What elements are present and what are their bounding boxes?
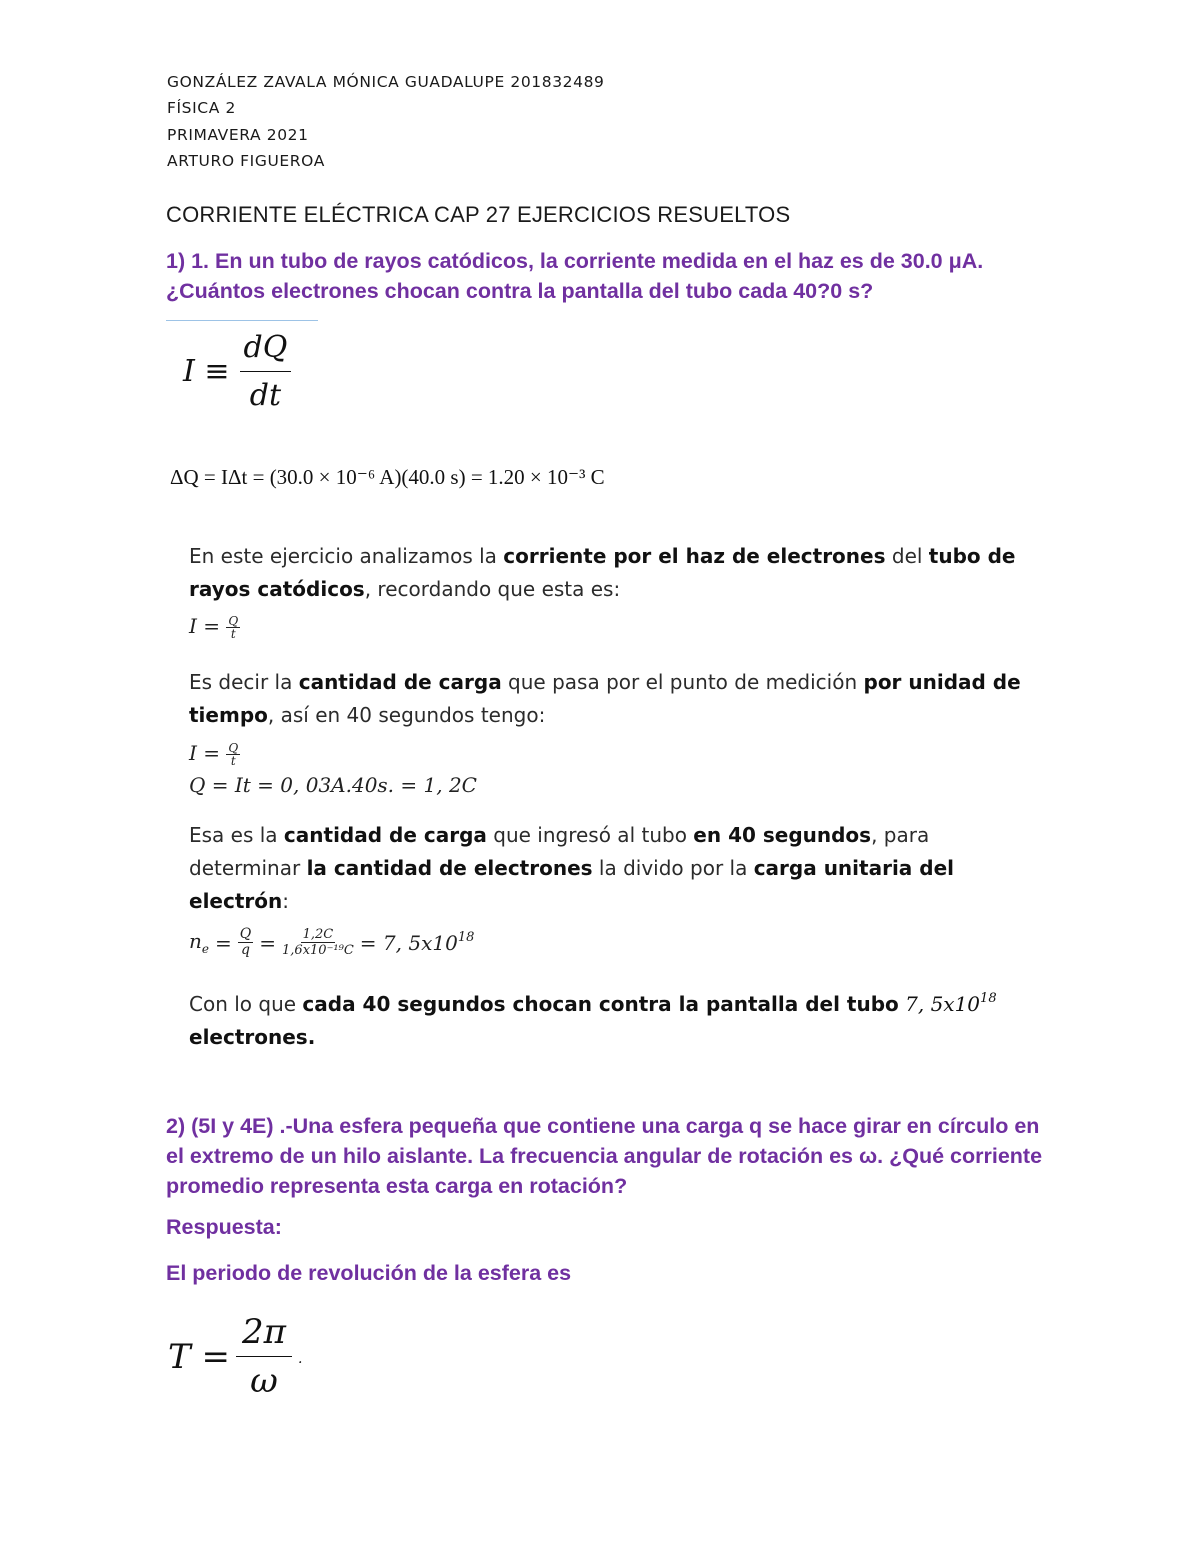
fraction-numerator: Q <box>228 741 239 755</box>
period-dot: . <box>297 1351 303 1367</box>
charge-equation: ΔQ = IΔt = (30.0 × 10⁻⁶ A)(40.0 s) = 1.20 × 10⁻³ C <box>170 465 605 489</box>
course-name: FÍSICA 2 <box>167 99 236 117</box>
text-run: cantidad de carga <box>283 823 487 847</box>
text-run: tubo de rayos catódicos <box>189 544 1016 601</box>
text-run: la divido por la <box>592 856 754 880</box>
text-run: cada 40 segundos chocan contra la pantalla del tubo <box>302 992 899 1016</box>
text-run: , recordando que esta es: <box>364 577 621 601</box>
final-exponent: 18 <box>980 991 997 1006</box>
period-denominator: ω <box>250 1361 278 1401</box>
fraction-denominator: q <box>241 942 250 958</box>
result-exponent: 18 <box>457 930 475 945</box>
text-run: la cantidad de electrones <box>306 856 593 880</box>
fraction-denominator: 1,6x10⁻¹⁹C <box>282 943 354 958</box>
period-equation <box>168 1312 302 1401</box>
text-run: en 40 segundos <box>693 823 872 847</box>
problem-1-statement: 1) 1. En un tubo de rayos catódicos, la corriente medida en el haz es de 30.0 μA. ¿Cuántos electrones chocan contra la pantalla del tubo cada 40?0 s? <box>166 249 984 303</box>
fraction-denominator: t <box>230 627 236 641</box>
ne-base: n <box>189 929 202 953</box>
period-numerator: 2π <box>236 1312 292 1357</box>
term: PRIMAVERA 2021 <box>167 126 309 144</box>
text-run: En este ejercicio analizamos la <box>189 544 504 568</box>
text-run: : <box>282 889 289 913</box>
period-fraction <box>236 1312 292 1401</box>
current-definition-equation <box>183 330 291 413</box>
solution-paragraph-2 <box>189 666 1039 732</box>
text-run: Es decir la <box>189 670 299 694</box>
period-statement: El periodo de revolución de la esfera es <box>166 1261 572 1285</box>
solution-paragraph-3 <box>189 819 1039 918</box>
final-mantissa: 7, 5x10 <box>905 992 981 1016</box>
text-run: , para determinar <box>189 823 930 880</box>
period-lhs: T = <box>168 1336 230 1377</box>
equation-fraction <box>226 742 240 767</box>
ne-subscript: e <box>201 942 209 956</box>
document-title: CORRIENTE ELÉCTRICA CAP 27 EJERCICIOS RESUELTOS <box>166 202 791 227</box>
problem-2-statement: 2) (5I y 4E) .-Una esfera pequeña que contiene una carga q se hace girar en círculo en el extremo de un hilo aislante. La frecuencia angular de rotación es ω. ¿Qué corriente promedio representa esta carga en rotación? <box>166 1114 1043 1198</box>
text-run: carga unitaria del electrón <box>189 856 954 913</box>
text-run: electrones. <box>189 1025 316 1049</box>
electron-count-equation <box>189 927 474 958</box>
charge-calculation: Q = It = 0, 03A.40s. = 1, 2C <box>189 773 477 797</box>
text-run: , así en 40 segundos tengo: <box>267 703 546 727</box>
text-run: por unidad de tiempo <box>189 670 1021 727</box>
student-name: GONZÁLEZ ZAVALA MÓNICA GUADALUPE 201832489 <box>167 73 605 91</box>
equation-lhs: I = <box>189 741 221 765</box>
definition-lhs: I ≡ <box>183 354 230 389</box>
text-run: que pasa por el punto de medición <box>501 670 864 694</box>
current-equation-2 <box>189 741 240 767</box>
definition-denominator: dt <box>249 378 282 413</box>
ne-symbol <box>189 929 209 956</box>
text-run: corriente por el haz de electrones <box>503 544 886 568</box>
teacher-name: ARTURO FIGUEROA <box>167 152 325 170</box>
solution-paragraph-4 <box>189 982 1039 1054</box>
text-run: del <box>885 544 929 568</box>
definition-fraction <box>240 330 292 413</box>
equation-fraction <box>226 615 240 640</box>
text-run: que ingresó al tubo <box>486 823 694 847</box>
final-value <box>905 992 996 1016</box>
text-run: cantidad de carga <box>298 670 502 694</box>
text-run: Con lo que <box>189 992 303 1016</box>
divider <box>166 320 318 321</box>
solution-paragraph-1 <box>189 540 1039 606</box>
fraction-numerator: 1,2C <box>302 927 334 942</box>
q-over-q-fraction <box>238 927 253 958</box>
result-value <box>360 930 475 955</box>
text-run: Esa es la <box>189 823 284 847</box>
charge-fraction <box>282 927 354 958</box>
fraction-numerator: Q <box>228 614 239 628</box>
definition-numerator: dQ <box>240 330 292 372</box>
equals-sign: = <box>215 930 232 955</box>
current-equation-1 <box>189 614 240 640</box>
result-mantissa: = 7, 5x10 <box>359 931 458 955</box>
answer-label: Respuesta: <box>166 1215 282 1239</box>
fraction-numerator: Q <box>239 926 252 942</box>
fraction-denominator: t <box>230 754 236 768</box>
equation-lhs: I = <box>189 614 221 638</box>
equals-sign: = <box>259 930 277 955</box>
